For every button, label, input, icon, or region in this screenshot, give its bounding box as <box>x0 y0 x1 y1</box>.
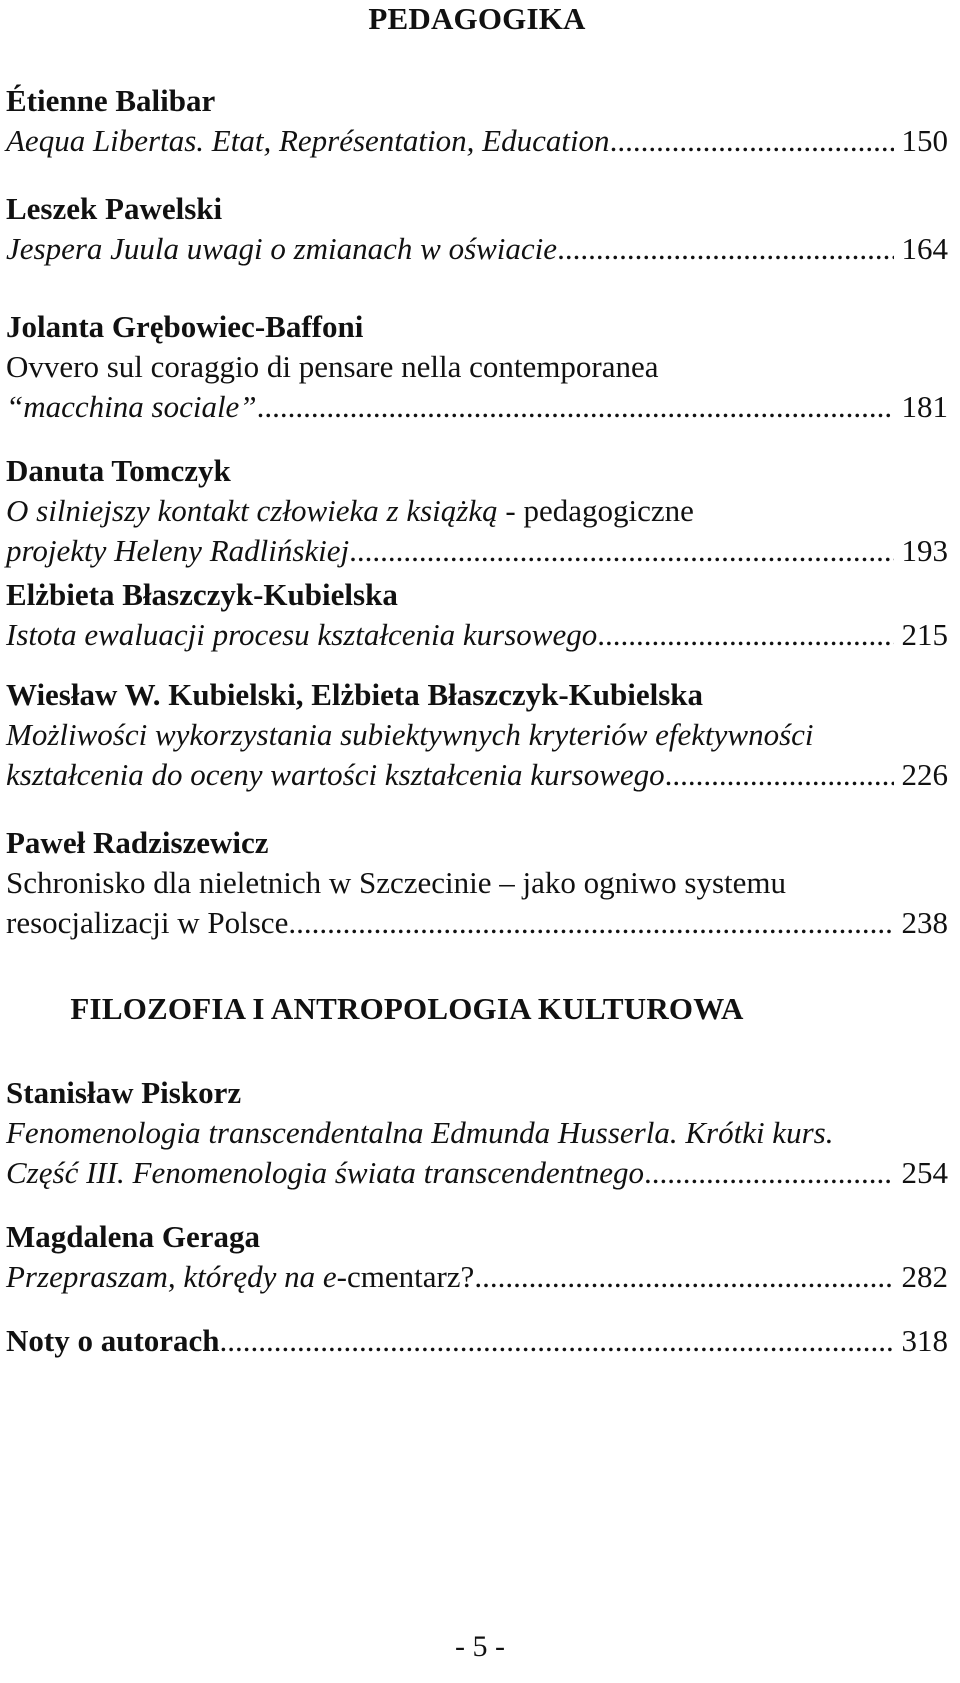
dot-leader <box>665 756 894 794</box>
entry-page-number: 164 <box>901 231 948 266</box>
entry-title-line-2: “macchina sociale” <box>6 389 257 424</box>
entry-author: Wiesław W. Kubielski, Elżbieta Błaszczyk-Kubielska <box>6 677 704 712</box>
entry-title-line-2: projekty Heleny Radlińskiej <box>6 533 350 568</box>
entry-page-number: 282 <box>901 1259 948 1294</box>
entry-title-end: cmentarz? <box>346 1259 475 1294</box>
entry-title-line-1: Fenomenologia transcendentalna Edmunda Husserla. Krótki kurs. <box>6 1115 834 1150</box>
toc-entry[interactable] <box>6 82 948 160</box>
entry-title-line-1: O silniejszy kontakt człowieka z książką <box>6 493 498 528</box>
toc-entry[interactable] <box>6 1218 948 1296</box>
dot-leader <box>288 904 893 942</box>
entry-title: Noty o autorach <box>6 1323 220 1358</box>
toc-entry[interactable] <box>6 308 948 426</box>
toc-entry[interactable] <box>6 190 948 268</box>
entry-page-number: 193 <box>901 533 948 568</box>
entry-author: Jolanta Grębowiec-Baffoni <box>6 309 364 344</box>
entry-page-number: 150 <box>901 123 948 158</box>
entry-page-number: 226 <box>901 757 948 792</box>
entry-title-line-2: Część III. Fenomenologia świata transcendentnego <box>6 1155 644 1190</box>
toc-entry[interactable] <box>6 1322 948 1360</box>
page-number: - 5 - <box>455 1630 505 1663</box>
entry-page-number: 254 <box>901 1155 948 1190</box>
dot-leader <box>597 616 893 654</box>
dot-leader <box>257 388 894 426</box>
entry-author: Magdalena Geraga <box>6 1219 260 1254</box>
dot-leader <box>610 122 894 160</box>
entry-page-number: 238 <box>901 905 948 940</box>
entry-title: Istota ewaluacji procesu kształcenia kursowego <box>6 617 598 652</box>
toc-entry[interactable] <box>6 1074 948 1192</box>
toc-entry[interactable] <box>6 576 948 654</box>
entry-author: Stanisław Piskorz <box>6 1075 242 1110</box>
entry-page-number: 181 <box>901 389 948 424</box>
entry-author: Danuta Tomczyk <box>6 453 231 488</box>
entry-title-subtitle: - pedagogiczne <box>497 493 694 528</box>
entry-page-number: 318 <box>901 1323 948 1358</box>
toc-entry[interactable] <box>6 452 948 570</box>
entry-page-number: 215 <box>901 617 948 652</box>
entry-title-line-1: Ovvero sul coraggio di pensare nella contemporanea <box>6 349 659 384</box>
entry-title-line-1: Schronisko dla nieletnich w Szczecinie – jako ogniwo systemu <box>6 865 786 900</box>
entry-title: Przepraszam, którędy na e- <box>6 1259 347 1294</box>
entry-author: Leszek Pawelski <box>6 191 223 226</box>
entry-title: Aequa Libertas. Etat, Représentation, Education <box>6 123 610 158</box>
section-title-filozofia: FILOZOFIA I ANTROPOLOGIA KULTUROWA <box>70 991 744 1026</box>
dot-leader <box>220 1322 894 1360</box>
entry-title-line-1: Możliwości wykorzystania subiektywnych kryteriów efektywności <box>6 717 814 752</box>
dot-leader <box>349 532 893 570</box>
entry-author: Paweł Radziszewicz <box>6 825 269 860</box>
entry-author: Elżbieta Błaszczyk-Kubielska <box>6 577 398 612</box>
entry-title: Jespera Juula uwagi o zmianach w oświacie <box>6 231 558 266</box>
entry-title-line-2: kształcenia do oceny wartości kształcenia kursowego <box>6 757 665 792</box>
section-title-pedagogika: PEDAGOGIKA <box>368 1 586 36</box>
dot-leader <box>644 1154 894 1192</box>
entry-author: Étienne Balibar <box>6 83 216 118</box>
toc-entry[interactable] <box>6 676 948 794</box>
dot-leader <box>474 1258 893 1296</box>
toc-entry[interactable] <box>6 824 948 942</box>
entry-title-line-2: resocjalizacji w Polsce <box>6 905 289 940</box>
dot-leader <box>557 230 893 268</box>
